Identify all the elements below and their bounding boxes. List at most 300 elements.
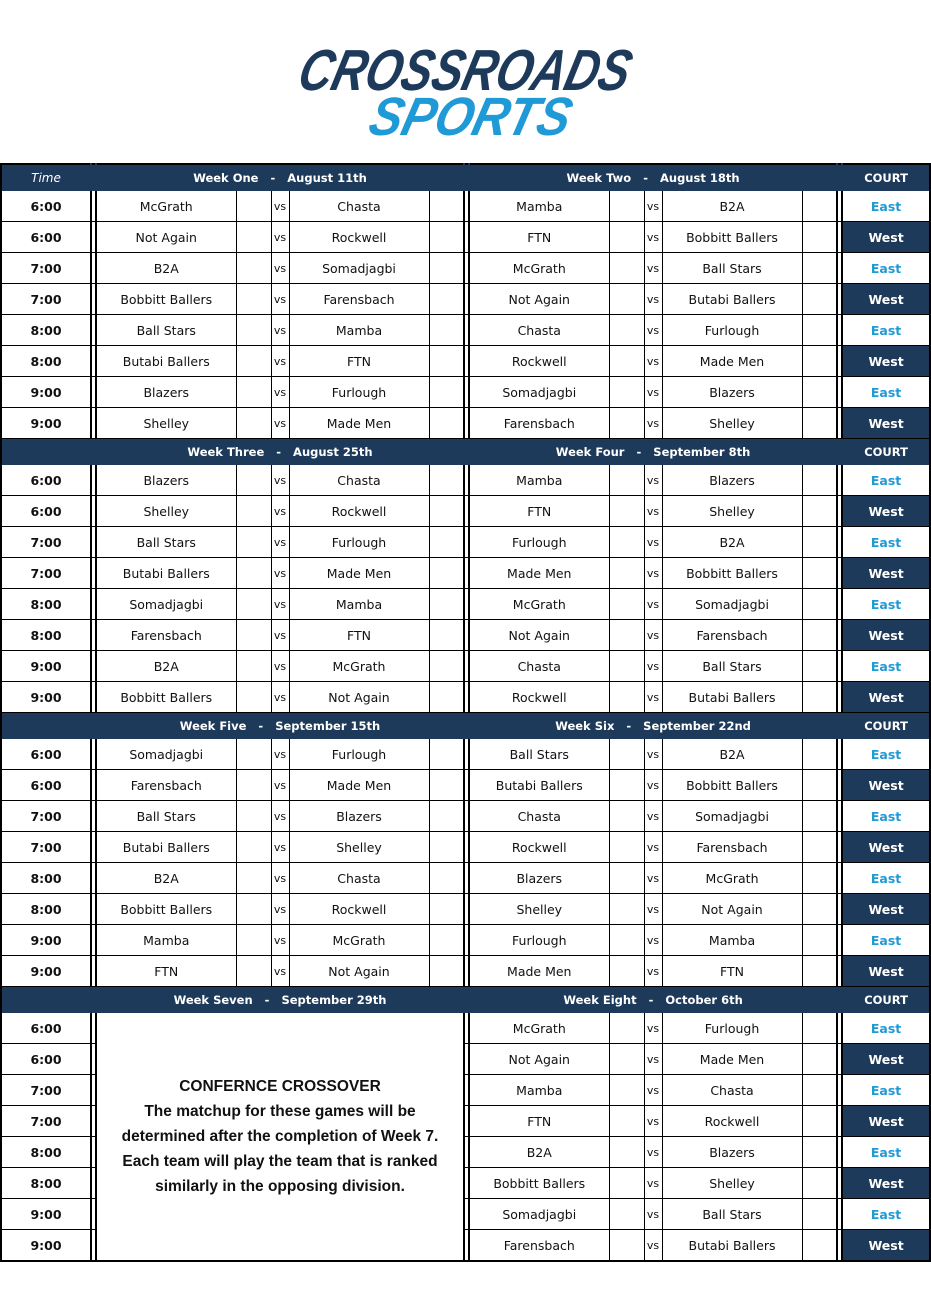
home-team: Bobbitt Ballers bbox=[96, 284, 236, 315]
note-line3: Each team will play the team that is ranked bbox=[122, 1153, 438, 1170]
away-team: Made Men bbox=[289, 408, 429, 439]
score-cell bbox=[236, 620, 271, 651]
court-header: COURT bbox=[842, 987, 930, 1013]
game-row bbox=[1, 253, 930, 284]
score-cell bbox=[802, 739, 837, 770]
away-team: Blazers bbox=[662, 1137, 802, 1168]
away-team: Ball Stars bbox=[662, 253, 802, 284]
score-cell bbox=[236, 496, 271, 527]
vs-label: vs bbox=[644, 1044, 662, 1075]
note-line2: determined after the completion of Week 7. bbox=[121, 1128, 439, 1145]
game-row bbox=[1, 284, 930, 315]
score-cell bbox=[802, 863, 837, 894]
week-header-row bbox=[1, 439, 930, 465]
score-cell bbox=[236, 408, 271, 439]
score-cell bbox=[429, 925, 464, 956]
home-team: Furlough bbox=[469, 925, 609, 956]
week-date: September 8th bbox=[653, 444, 751, 459]
score-cell bbox=[802, 1168, 837, 1199]
game-row bbox=[1, 770, 930, 801]
score-cell bbox=[609, 377, 644, 408]
vs-label: vs bbox=[644, 925, 662, 956]
vs-label: vs bbox=[644, 558, 662, 589]
week-date: August 11th bbox=[287, 170, 367, 185]
vs-label: vs bbox=[644, 894, 662, 925]
score-cell bbox=[609, 832, 644, 863]
score-cell bbox=[429, 739, 464, 770]
away-team: Shelley bbox=[662, 496, 802, 527]
vs-label: vs bbox=[644, 863, 662, 894]
game-row bbox=[1, 496, 930, 527]
score-cell bbox=[429, 651, 464, 682]
away-team: Not Again bbox=[662, 894, 802, 925]
game-time: 7:00 bbox=[1, 527, 91, 558]
home-team: Somadjagbi bbox=[469, 377, 609, 408]
score-cell bbox=[802, 222, 837, 253]
away-team: Bobbitt Ballers bbox=[662, 770, 802, 801]
score-cell bbox=[429, 465, 464, 496]
week-name: Week Two bbox=[566, 170, 632, 185]
score-cell bbox=[802, 191, 837, 222]
score-cell bbox=[609, 191, 644, 222]
score-cell bbox=[429, 894, 464, 925]
score-cell bbox=[609, 682, 644, 713]
score-cell bbox=[802, 1106, 837, 1137]
away-team: Mamba bbox=[289, 589, 429, 620]
home-team: Mamba bbox=[469, 465, 609, 496]
score-cell bbox=[802, 589, 837, 620]
vs-label: vs bbox=[644, 651, 662, 682]
home-team: FTN bbox=[96, 956, 236, 987]
score-cell bbox=[609, 956, 644, 987]
vs-label: vs bbox=[644, 284, 662, 315]
home-team: Bobbitt Ballers bbox=[469, 1168, 609, 1199]
score-cell bbox=[609, 284, 644, 315]
home-team: Butabi Ballers bbox=[96, 832, 236, 863]
away-team: Bobbitt Ballers bbox=[662, 558, 802, 589]
score-cell bbox=[802, 284, 837, 315]
week-date: October 6th bbox=[665, 992, 743, 1007]
game-time: 9:00 bbox=[1, 1199, 91, 1230]
vs-label: vs bbox=[644, 377, 662, 408]
score-cell bbox=[609, 620, 644, 651]
vs-label: vs bbox=[271, 346, 289, 377]
score-cell bbox=[236, 346, 271, 377]
score-cell bbox=[236, 558, 271, 589]
away-team: Chasta bbox=[289, 465, 429, 496]
game-time: 6:00 bbox=[1, 770, 91, 801]
court-cell: East bbox=[842, 1199, 930, 1230]
home-team: Butabi Ballers bbox=[96, 558, 236, 589]
game-row bbox=[1, 1013, 930, 1044]
week-title-left: Week Seven - September 29th bbox=[96, 987, 464, 1013]
game-row bbox=[1, 894, 930, 925]
vs-label: vs bbox=[644, 1075, 662, 1106]
score-cell bbox=[609, 465, 644, 496]
home-team: B2A bbox=[96, 651, 236, 682]
week-title-left: Week One - August 11th bbox=[96, 164, 464, 191]
score-cell bbox=[609, 558, 644, 589]
court-header: COURT bbox=[842, 713, 930, 739]
week-date: August 18th bbox=[659, 170, 740, 185]
score-cell bbox=[609, 408, 644, 439]
away-team: Mamba bbox=[289, 315, 429, 346]
note-line1: The matchup for these games will be bbox=[144, 1103, 416, 1120]
home-team: Ball Stars bbox=[96, 527, 236, 558]
away-team: Blazers bbox=[289, 801, 429, 832]
game-time: 8:00 bbox=[1, 589, 91, 620]
score-cell bbox=[609, 496, 644, 527]
home-team: Farensbach bbox=[469, 1230, 609, 1262]
game-time: 6:00 bbox=[1, 739, 91, 770]
game-row bbox=[1, 801, 930, 832]
time-header: Time bbox=[1, 164, 91, 191]
game-time: 9:00 bbox=[1, 956, 91, 987]
away-team: Chasta bbox=[289, 191, 429, 222]
column-divider bbox=[91, 1075, 96, 1106]
away-team: Furlough bbox=[289, 527, 429, 558]
vs-label: vs bbox=[271, 863, 289, 894]
away-team: Not Again bbox=[289, 682, 429, 713]
court-cell: West bbox=[842, 1230, 930, 1262]
home-team: FTN bbox=[469, 496, 609, 527]
score-cell bbox=[236, 682, 271, 713]
score-cell bbox=[609, 527, 644, 558]
away-team: Chasta bbox=[662, 1075, 802, 1106]
away-team: Mamba bbox=[662, 925, 802, 956]
score-cell bbox=[429, 315, 464, 346]
score-cell bbox=[429, 408, 464, 439]
game-time: 9:00 bbox=[1, 377, 91, 408]
home-team: Blazers bbox=[469, 863, 609, 894]
away-team: Somadjagbi bbox=[289, 253, 429, 284]
home-team: B2A bbox=[96, 253, 236, 284]
vs-label: vs bbox=[271, 925, 289, 956]
court-cell: West bbox=[842, 558, 930, 589]
vs-label: vs bbox=[271, 620, 289, 651]
home-team: Farensbach bbox=[96, 770, 236, 801]
score-cell bbox=[429, 863, 464, 894]
game-time: 9:00 bbox=[1, 408, 91, 439]
score-cell bbox=[802, 465, 837, 496]
home-team: McGrath bbox=[96, 191, 236, 222]
week-title-left: Week Three - August 25th bbox=[96, 439, 464, 465]
week-date: September 22nd bbox=[643, 718, 751, 733]
home-team: Not Again bbox=[96, 222, 236, 253]
game-row bbox=[1, 222, 930, 253]
score-cell bbox=[609, 1075, 644, 1106]
week-name: Week Eight bbox=[563, 992, 637, 1007]
game-row bbox=[1, 739, 930, 770]
score-cell bbox=[429, 832, 464, 863]
score-cell bbox=[609, 589, 644, 620]
away-team: FTN bbox=[289, 346, 429, 377]
home-team: Shelley bbox=[96, 496, 236, 527]
home-team: Not Again bbox=[469, 620, 609, 651]
home-team: Ball Stars bbox=[469, 739, 609, 770]
court-header: COURT bbox=[842, 164, 930, 191]
logo-line-2: SPORTS bbox=[363, 85, 600, 147]
away-team: Shelley bbox=[289, 832, 429, 863]
vs-label: vs bbox=[271, 465, 289, 496]
game-time: 8:00 bbox=[1, 620, 91, 651]
away-team: Farensbach bbox=[289, 284, 429, 315]
time-header bbox=[1, 987, 91, 1013]
column-divider bbox=[91, 1199, 96, 1230]
week-header-row bbox=[1, 987, 930, 1013]
vs-label: vs bbox=[644, 253, 662, 284]
vs-label: vs bbox=[644, 191, 662, 222]
away-team: Made Men bbox=[662, 346, 802, 377]
score-cell bbox=[429, 222, 464, 253]
away-team: FTN bbox=[289, 620, 429, 651]
home-team: Somadjagbi bbox=[96, 589, 236, 620]
home-team: B2A bbox=[469, 1137, 609, 1168]
score-cell bbox=[802, 770, 837, 801]
home-team: Not Again bbox=[469, 1044, 609, 1075]
home-team: McGrath bbox=[469, 589, 609, 620]
score-cell bbox=[236, 956, 271, 987]
home-team: Bobbitt Ballers bbox=[96, 894, 236, 925]
game-time: 8:00 bbox=[1, 1137, 91, 1168]
game-time: 7:00 bbox=[1, 832, 91, 863]
week-date: August 25th bbox=[293, 444, 373, 459]
game-row bbox=[1, 377, 930, 408]
week-name: Week Six bbox=[555, 718, 615, 733]
score-cell bbox=[802, 408, 837, 439]
away-team: Farensbach bbox=[662, 832, 802, 863]
score-cell bbox=[609, 1013, 644, 1044]
vs-label: vs bbox=[271, 651, 289, 682]
week-title-right: Week Six - September 22nd bbox=[469, 713, 837, 739]
court-cell: East bbox=[842, 527, 930, 558]
score-cell bbox=[609, 315, 644, 346]
game-row bbox=[1, 589, 930, 620]
vs-label: vs bbox=[644, 496, 662, 527]
game-row bbox=[1, 465, 930, 496]
score-cell bbox=[429, 284, 464, 315]
vs-label: vs bbox=[644, 832, 662, 863]
score-cell bbox=[236, 863, 271, 894]
game-time: 7:00 bbox=[1, 1075, 91, 1106]
game-time: 8:00 bbox=[1, 863, 91, 894]
vs-label: vs bbox=[644, 589, 662, 620]
column-divider bbox=[91, 1168, 96, 1199]
home-team: Butabi Ballers bbox=[469, 770, 609, 801]
court-cell: East bbox=[842, 739, 930, 770]
game-time: 6:00 bbox=[1, 222, 91, 253]
score-cell bbox=[802, 620, 837, 651]
vs-label: vs bbox=[644, 408, 662, 439]
time-header bbox=[1, 439, 91, 465]
away-team: Furlough bbox=[289, 377, 429, 408]
game-row bbox=[1, 527, 930, 558]
away-team: Rockwell bbox=[289, 222, 429, 253]
game-row bbox=[1, 832, 930, 863]
score-cell bbox=[802, 346, 837, 377]
vs-label: vs bbox=[271, 801, 289, 832]
court-cell: West bbox=[842, 408, 930, 439]
score-cell bbox=[609, 1137, 644, 1168]
week-name: Week Three bbox=[187, 444, 265, 459]
score-cell bbox=[802, 527, 837, 558]
vs-label: vs bbox=[644, 682, 662, 713]
game-row bbox=[1, 408, 930, 439]
home-team: Somadjagbi bbox=[96, 739, 236, 770]
week-date: September 29th bbox=[281, 992, 387, 1007]
away-team: Shelley bbox=[662, 408, 802, 439]
week-name: Week Four bbox=[555, 444, 625, 459]
vs-label: vs bbox=[644, 956, 662, 987]
game-row bbox=[1, 956, 930, 987]
court-cell: East bbox=[842, 377, 930, 408]
court-cell: East bbox=[842, 253, 930, 284]
score-cell bbox=[802, 1199, 837, 1230]
vs-label: vs bbox=[644, 801, 662, 832]
score-cell bbox=[802, 682, 837, 713]
vs-label: vs bbox=[271, 377, 289, 408]
score-cell bbox=[802, 651, 837, 682]
score-cell bbox=[609, 770, 644, 801]
score-cell bbox=[236, 651, 271, 682]
vs-label: vs bbox=[644, 1137, 662, 1168]
game-time: 7:00 bbox=[1, 284, 91, 315]
away-team: Made Men bbox=[289, 770, 429, 801]
score-cell bbox=[609, 253, 644, 284]
note-line4: similarly in the opposing division. bbox=[155, 1178, 405, 1195]
court-cell: East bbox=[842, 191, 930, 222]
home-team: FTN bbox=[469, 222, 609, 253]
game-time: 8:00 bbox=[1, 346, 91, 377]
score-cell bbox=[609, 1106, 644, 1137]
court-cell: West bbox=[842, 1168, 930, 1199]
column-divider bbox=[91, 1137, 96, 1168]
vs-label: vs bbox=[271, 589, 289, 620]
score-cell bbox=[802, 558, 837, 589]
away-team: Bobbitt Ballers bbox=[662, 222, 802, 253]
vs-label: vs bbox=[271, 315, 289, 346]
crossover-note bbox=[96, 1013, 464, 1262]
game-row bbox=[1, 925, 930, 956]
score-cell bbox=[429, 956, 464, 987]
court-cell: East bbox=[842, 589, 930, 620]
home-team: Somadjagbi bbox=[469, 1199, 609, 1230]
home-team: Bobbitt Ballers bbox=[96, 682, 236, 713]
score-cell bbox=[609, 222, 644, 253]
week-title-right: Week Four - September 8th bbox=[469, 439, 837, 465]
vs-label: vs bbox=[644, 770, 662, 801]
score-cell bbox=[609, 1230, 644, 1262]
away-team: Butabi Ballers bbox=[662, 682, 802, 713]
score-cell bbox=[609, 863, 644, 894]
home-team: Made Men bbox=[469, 558, 609, 589]
court-cell: East bbox=[842, 651, 930, 682]
court-cell: East bbox=[842, 801, 930, 832]
game-row bbox=[1, 191, 930, 222]
score-cell bbox=[609, 1044, 644, 1075]
game-row bbox=[1, 558, 930, 589]
court-cell: East bbox=[842, 1137, 930, 1168]
note-title: CONFERNCE CROSSOVER bbox=[179, 1078, 381, 1095]
vs-label: vs bbox=[271, 770, 289, 801]
away-team: B2A bbox=[662, 527, 802, 558]
court-cell: East bbox=[842, 863, 930, 894]
game-time: 7:00 bbox=[1, 801, 91, 832]
score-cell bbox=[802, 1013, 837, 1044]
score-cell bbox=[236, 801, 271, 832]
vs-label: vs bbox=[271, 496, 289, 527]
week-title-right: Week Two - August 18th bbox=[469, 164, 837, 191]
week-name: Week Seven bbox=[173, 992, 253, 1007]
vs-label: vs bbox=[644, 620, 662, 651]
away-team: Blazers bbox=[662, 377, 802, 408]
court-cell: West bbox=[842, 284, 930, 315]
game-row bbox=[1, 863, 930, 894]
away-team: Furlough bbox=[662, 315, 802, 346]
away-team: McGrath bbox=[289, 651, 429, 682]
score-cell bbox=[236, 222, 271, 253]
score-cell bbox=[429, 253, 464, 284]
game-row bbox=[1, 315, 930, 346]
game-time: 8:00 bbox=[1, 1168, 91, 1199]
home-team: Made Men bbox=[469, 956, 609, 987]
game-time: 9:00 bbox=[1, 682, 91, 713]
score-cell bbox=[609, 894, 644, 925]
score-cell bbox=[802, 832, 837, 863]
vs-label: vs bbox=[271, 222, 289, 253]
home-team: Not Again bbox=[469, 284, 609, 315]
score-cell bbox=[236, 589, 271, 620]
vs-label: vs bbox=[271, 253, 289, 284]
away-team: Ball Stars bbox=[662, 651, 802, 682]
vs-label: vs bbox=[644, 1013, 662, 1044]
court-cell: East bbox=[842, 1013, 930, 1044]
score-cell bbox=[802, 496, 837, 527]
game-time: 6:00 bbox=[1, 465, 91, 496]
game-row bbox=[1, 346, 930, 377]
away-team: Furlough bbox=[289, 739, 429, 770]
score-cell bbox=[429, 377, 464, 408]
away-team: Butabi Ballers bbox=[662, 1230, 802, 1262]
logo-line-1: CROSSROADS bbox=[292, 38, 724, 103]
court-cell: West bbox=[842, 1044, 930, 1075]
score-cell bbox=[609, 739, 644, 770]
away-team: Shelley bbox=[662, 1168, 802, 1199]
home-team: Ball Stars bbox=[96, 801, 236, 832]
vs-label: vs bbox=[271, 284, 289, 315]
away-team: Farensbach bbox=[662, 620, 802, 651]
away-team: Chasta bbox=[289, 863, 429, 894]
score-cell bbox=[236, 377, 271, 408]
game-row bbox=[1, 620, 930, 651]
score-cell bbox=[609, 651, 644, 682]
score-cell bbox=[429, 346, 464, 377]
vs-label: vs bbox=[644, 527, 662, 558]
home-team: Rockwell bbox=[469, 346, 609, 377]
away-team: Rockwell bbox=[289, 496, 429, 527]
game-row bbox=[1, 651, 930, 682]
score-cell bbox=[236, 284, 271, 315]
game-time: 9:00 bbox=[1, 925, 91, 956]
vs-label: vs bbox=[644, 1230, 662, 1262]
vs-label: vs bbox=[271, 527, 289, 558]
away-team: McGrath bbox=[662, 863, 802, 894]
score-cell bbox=[429, 496, 464, 527]
vs-label: vs bbox=[271, 191, 289, 222]
away-team: Rockwell bbox=[289, 894, 429, 925]
court-cell: East bbox=[842, 925, 930, 956]
score-cell bbox=[609, 801, 644, 832]
